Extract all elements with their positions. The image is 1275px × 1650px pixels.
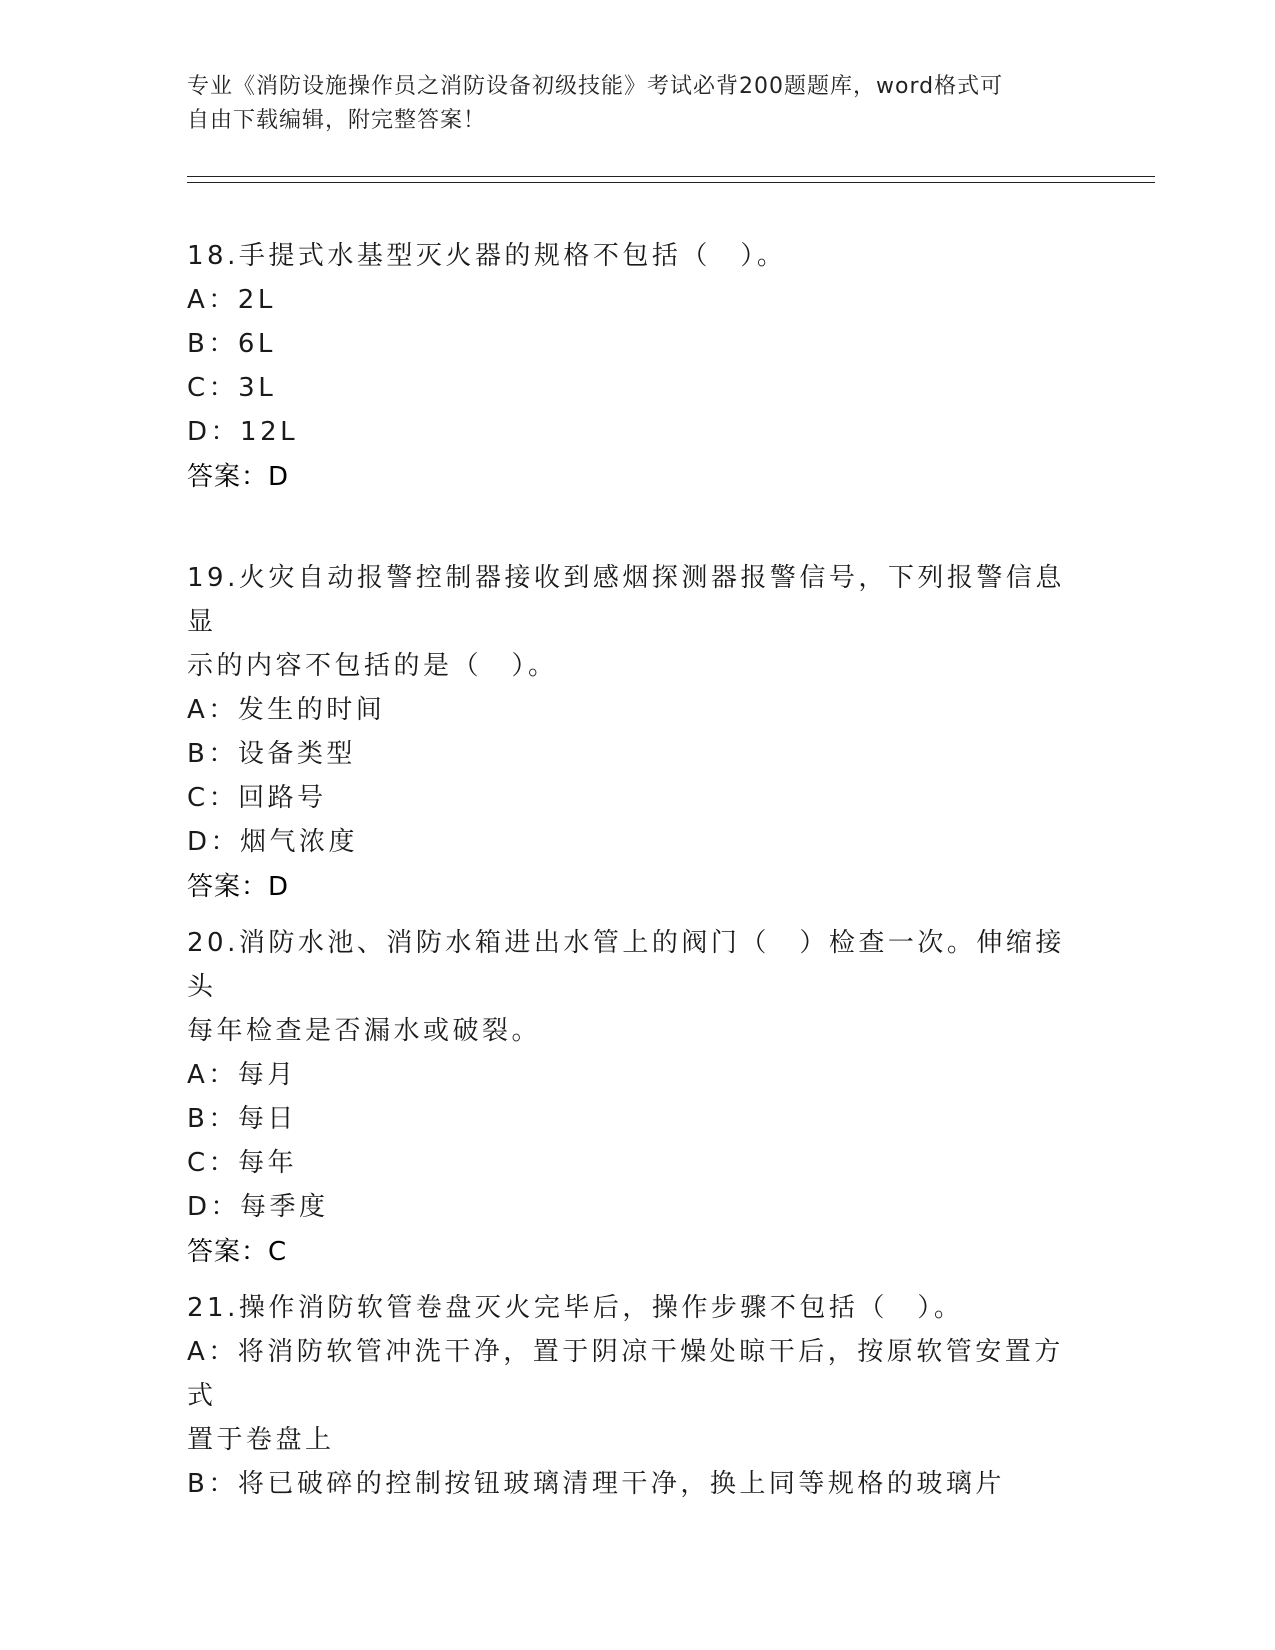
option-c: C：回路号 xyxy=(187,783,327,813)
question-21 xyxy=(187,1286,1087,1506)
option-a: A：发生的时间 xyxy=(187,695,386,725)
answer-text: 答案：C xyxy=(187,1237,288,1267)
option-a-line-2: 置于卷盘上 xyxy=(187,1425,335,1455)
answer-text: 答案：D xyxy=(187,872,290,902)
question-stem: 21.操作消防软管卷盘灭火完毕后，操作步骤不包括（ ）。 xyxy=(187,1293,964,1323)
option-b: B：将已破碎的控制按钮玻璃清理干净，换上同等规格的玻璃片 xyxy=(187,1469,1005,1499)
option-c: C：每年 xyxy=(187,1148,298,1178)
question-stem-line-1: 20.消防水池、消防水箱进出水管上的阀门（ ）检查一次。伸缩接头 xyxy=(187,928,1065,1002)
question-stem-line-1: 19.火灾自动报警控制器接收到感烟探测器报警信号，下列报警信息显 xyxy=(187,563,1065,637)
option-a-line-1: A：将消防软管冲洗干净，置于阴凉干燥处晾干后，按原软管安置方式 xyxy=(187,1337,1064,1411)
option-b: B：设备类型 xyxy=(187,739,356,769)
option-d: D：12L xyxy=(187,417,299,447)
question-stem: 18.手提式水基型灭火器的规格不包括（ ）。 xyxy=(187,241,787,271)
option-c: C：3L xyxy=(187,373,277,403)
question-stem-line-2: 每年检查是否漏水或破裂。 xyxy=(187,1016,542,1046)
answer-text: 答案：D xyxy=(187,462,290,492)
header-title-line-2: 自由下载编辑，附完整答案！ xyxy=(187,108,487,133)
question-stem-line-2: 示的内容不包括的是（ ）。 xyxy=(187,651,558,681)
question-18 xyxy=(187,234,1087,500)
option-d: D：每季度 xyxy=(187,1192,329,1222)
header-divider xyxy=(187,176,1155,183)
question-19 xyxy=(187,556,1087,910)
option-a: A：2L xyxy=(187,285,276,315)
option-a: A：每月 xyxy=(187,1060,297,1090)
option-b: B：每日 xyxy=(187,1104,297,1134)
option-d: D：烟气浓度 xyxy=(187,827,359,857)
option-b: B：6L xyxy=(187,329,276,359)
header-title-line-1: 专业《消防设施操作员之消防设备初级技能》考试必背200题题库，word格式可 xyxy=(187,74,1004,99)
document-header xyxy=(187,70,1087,138)
question-20 xyxy=(187,921,1087,1275)
